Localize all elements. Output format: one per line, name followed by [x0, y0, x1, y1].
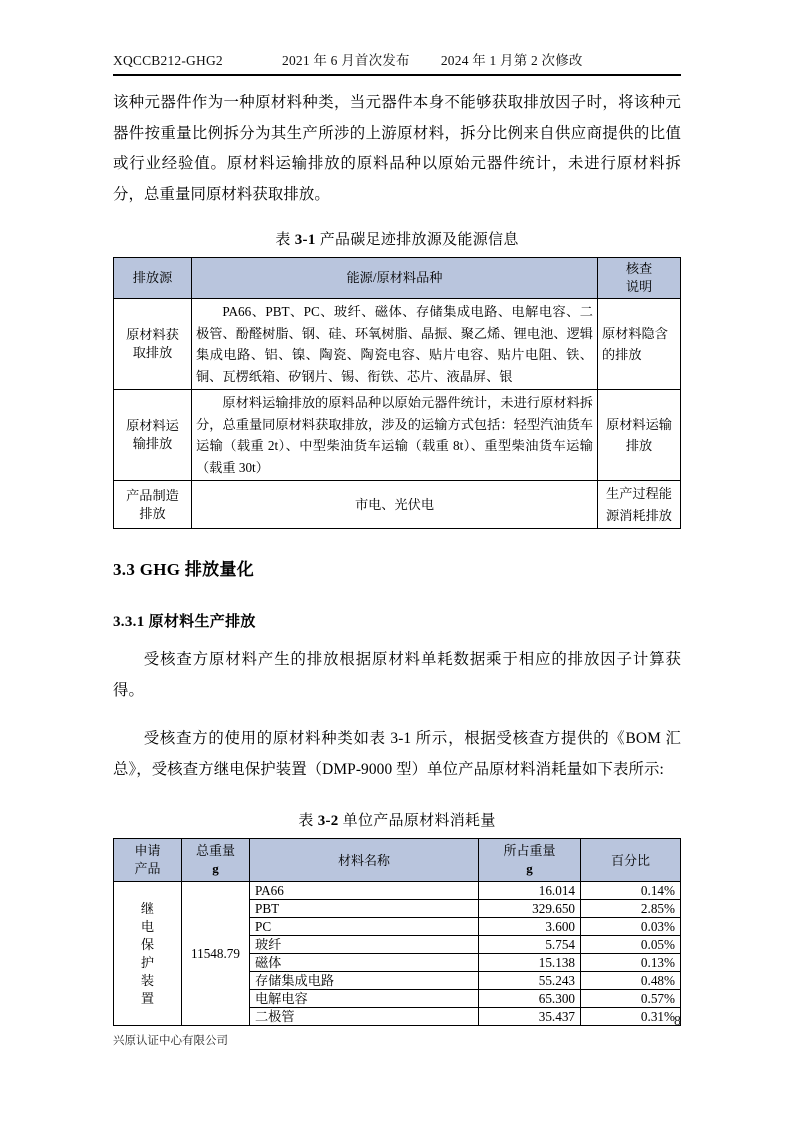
- table1-header-row: [114, 258, 681, 299]
- table1-row2-content: 市电、光伏电: [192, 481, 598, 529]
- table2-row7-percent: 0.31%: [581, 1008, 681, 1026]
- table2-header-row: [114, 839, 681, 882]
- table2-total-weight: 11548.79: [182, 882, 250, 1026]
- table2-header-weight-label: 所占重量: [503, 843, 556, 858]
- table2-caption: [113, 809, 681, 830]
- table1-caption-prefix: 表: [275, 232, 291, 248]
- table1-row2-source-line2: 排放: [139, 505, 166, 521]
- table1-row2-source-stack: [118, 487, 187, 523]
- table2-row3-weight: 5.754: [479, 936, 581, 954]
- table2-header-total-weight: [182, 839, 250, 882]
- intro-paragraph: 该种元器件作为一种原材料种类，当元器件本身不能够获取排放因子时，将该种元器件按重量比例拆分为其生产所涉的上游原材料，拆分比例来自供应商提供的比值或行业经验值。原材料运输排放的原料品种以原始元器件统计，未进行原材料拆分，总重量同原材料获取排放。: [113, 94, 681, 203]
- table2-header-product-stack: [118, 842, 177, 878]
- table2-row5-percent: 0.48%: [581, 972, 681, 990]
- product-name-char: 护: [140, 954, 155, 970]
- table2-row0-weight: 16.014: [479, 882, 581, 900]
- product-name-char: 保: [140, 936, 155, 952]
- table-material-consumption: [113, 838, 681, 1026]
- table1-row2-source-line1: 产品制造: [126, 487, 179, 503]
- table2-header-total-weight-label: 总重量: [195, 843, 235, 858]
- document-code: XQCCB212-GHG2: [113, 53, 223, 68]
- table2-product-name: [114, 882, 182, 1026]
- table2-row7-material: 二极管: [250, 1008, 479, 1026]
- table2-row5-weight: 55.243: [479, 972, 581, 990]
- table2-row6-weight: 65.300: [479, 990, 581, 1008]
- table1-row2-note: 生产过程能源消耗排放: [598, 481, 681, 529]
- table-row: [114, 390, 681, 481]
- table1-row0-note: 原材料隐含的排放: [598, 299, 681, 390]
- table2-row2-material: PC: [250, 918, 479, 936]
- raw-material-calc-paragraph: 受核查方原材料产生的排放根据原材料单耗数据乘于相应的排放因子计算获得。: [113, 651, 681, 699]
- table2-row6-percent: 0.57%: [581, 990, 681, 1008]
- table2-header-weight-unit: g: [526, 861, 533, 876]
- table2-caption-number: 3-2: [317, 813, 339, 829]
- table2-row1-material: PBT: [250, 900, 479, 918]
- section-heading-3-3: [113, 555, 681, 580]
- section-3-3-1-number: 3.3.1: [113, 614, 145, 630]
- table2-row0-percent: 0.14%: [581, 882, 681, 900]
- table1-row1-note: 原材料运输排放: [598, 390, 681, 481]
- table1-row1-source-line2: 输排放: [132, 436, 173, 451]
- table-emission-sources: [113, 257, 681, 529]
- table1-row0-source-line2: 取排放: [132, 345, 173, 360]
- table1-row2-source: [114, 481, 192, 529]
- table2-row3-material: 玻纤: [250, 936, 479, 954]
- revision-date: 2024 年 1 月第 2 次修改: [440, 53, 583, 68]
- table-row: [114, 299, 681, 390]
- table2-product-name-stack: [119, 900, 176, 1008]
- table2-header-total-weight-stack: [186, 842, 245, 878]
- table1-header-energy: 能源/原材料品种: [192, 258, 598, 299]
- section-heading-3-3-1: [113, 610, 681, 631]
- table2-row2-percent: 0.03%: [581, 918, 681, 936]
- table2-row5-material: 存储集成电路: [250, 972, 479, 990]
- table2-header-total-weight-unit: g: [212, 861, 219, 876]
- page-content: [113, 0, 681, 1026]
- table1-caption-text: 产品碳足迹排放源及能源信息: [319, 232, 519, 248]
- bom-reference-paragraph: 受核查方的使用的原材料种类如表 3-1 所示，根据受核查方提供的《BOM 汇总》，受核查方继电保护装置（DMP-9000 型）单位产品原材料消耗量如下表所示:: [113, 730, 681, 778]
- table2-row2-weight: 3.600: [479, 918, 581, 936]
- table1-row1-source: [114, 390, 192, 481]
- section-3-3-1-title: 原材料生产排放: [148, 614, 256, 630]
- table1-row0-source-stack: [118, 326, 187, 362]
- product-name-char: 电: [140, 918, 155, 934]
- table2-header-product: [114, 839, 182, 882]
- section-3-3-number: 3.3: [113, 560, 136, 579]
- table2-header-percent: 百分比: [581, 839, 681, 882]
- page-number: 8: [674, 1014, 681, 1029]
- table1-caption-number: 3-1: [294, 232, 316, 248]
- table2-row1-percent: 2.85%: [581, 900, 681, 918]
- table2-header-material-name: 材料名称: [250, 839, 479, 882]
- running-header: [113, 0, 681, 69]
- table1-row0-content: PA66、PBT、PC、玻纤、磁体、存储集成电路、电解电容、二极管、酚醛树脂、钢、硅、环氧树脂、晶振、聚乙烯、锂电池、逻辑集成电路、铝、镍、陶瓷、陶瓷电容、贴片电容、贴片电阻、铁、铜、瓦楞纸箱、矽钢片、锡、衔铁、芯片、液晶屏、银: [192, 299, 598, 390]
- table2-header-product-line1: 申请: [134, 843, 161, 858]
- table1-header-source: 排放源: [114, 258, 192, 299]
- first-issue-date: 2021 年 6 月首次发布: [282, 53, 410, 68]
- table1-header-note: [598, 258, 681, 299]
- table1-row1-content: 原材料运输排放的原料品种以原始元器件统计，未进行原材料拆分，总重量同原材料获取排放，涉及的运输方式包括：轻型汽油货车运输（载重 2t）、中型柴油货车运输（载重 8t）、重型柴油货车运输（载重 30t）: [192, 390, 598, 481]
- product-name-char: 置: [140, 990, 155, 1006]
- table1-header-note-line1: 核查: [625, 261, 653, 276]
- table-row: [114, 882, 681, 900]
- table2-row1-weight: 329.650: [479, 900, 581, 918]
- table1-header-note-stack: [602, 260, 676, 296]
- table2-header-weight-stack: [483, 842, 576, 878]
- table1-row1-source-line1: 原材料运: [126, 418, 179, 433]
- header-divider: [113, 74, 681, 76]
- table2-header-weight: [479, 839, 581, 882]
- table2-row4-weight: 15.138: [479, 954, 581, 972]
- table2-header-product-line2: 产品: [134, 861, 161, 876]
- table2-caption-text: 单位产品原材料消耗量: [342, 813, 496, 829]
- table2-caption-prefix: 表: [298, 813, 314, 829]
- table2-row4-material: 磁体: [250, 954, 479, 972]
- table1-row0-source-line1: 原材料获: [126, 327, 179, 342]
- table1-caption: [113, 228, 681, 249]
- table-row: [114, 481, 681, 529]
- table2-row0-material: PA66: [250, 882, 479, 900]
- product-name-char: 继: [140, 900, 155, 916]
- section-3-3-title: GHG 排放量化: [139, 560, 255, 579]
- table2-row4-percent: 0.13%: [581, 954, 681, 972]
- table1-row1-source-stack: [118, 417, 187, 453]
- table2-row3-percent: 0.05%: [581, 936, 681, 954]
- table2-row6-material: 电解电容: [250, 990, 479, 1008]
- table1-header-note-line2: 说明: [625, 279, 653, 294]
- footer-company: 兴原认证中心有限公司: [113, 1035, 228, 1047]
- table2-row7-weight: 35.437: [479, 1008, 581, 1026]
- table1-row0-source: [114, 299, 192, 390]
- product-name-char: 装: [140, 972, 155, 988]
